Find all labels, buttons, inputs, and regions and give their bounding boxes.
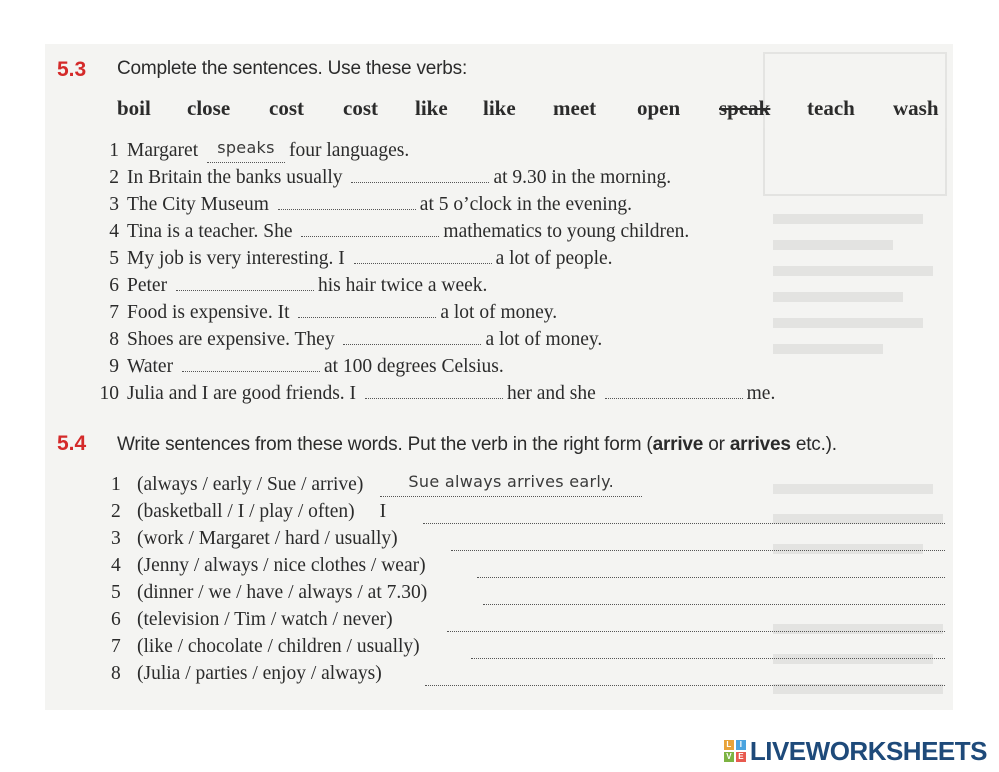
item-text: his hair twice a week. (317, 275, 488, 296)
worksheet-page (45, 44, 953, 710)
item-prompt: (Jenny / always / nice clothes / wear) (137, 555, 426, 576)
handwritten-answer: speaks (217, 138, 275, 157)
verb-speak-crossed: speak (719, 96, 771, 120)
item-text: In Britain the banks usually (127, 167, 343, 188)
item-text: Peter (127, 275, 168, 296)
verb-wash: wash (893, 96, 939, 120)
item-number: 8 (111, 663, 121, 684)
item-text: The City Museum (127, 194, 269, 215)
item-number: 3 (111, 528, 121, 549)
item-text: a lot of people. (495, 248, 613, 269)
item-prompt: (always / early / Sue / arrive) (137, 474, 364, 495)
item-text: a lot of money. (440, 302, 558, 323)
ex53-item-6 (95, 275, 487, 297)
title-text: etc.). (790, 434, 837, 455)
ex54-item-3 (111, 528, 398, 550)
ex53-item-8 (95, 329, 602, 351)
item-text: four languages. (288, 140, 410, 161)
title-text: or (703, 434, 730, 455)
answer-blank[interactable] (605, 397, 743, 399)
item-number: 3 (109, 194, 119, 215)
item-text: her and she (506, 383, 596, 404)
item-number: 7 (109, 302, 119, 323)
item-text: Food is expensive. It (127, 302, 290, 323)
exercise-title-5-4 (117, 434, 837, 456)
logo-mark-letter: L (724, 740, 734, 750)
exercise-title-5-3: Complete the sentences. Use these verbs: (117, 58, 468, 79)
item-text: at 100 degrees Celsius. (323, 356, 504, 377)
exercise-number-5-3: 5.3 (57, 58, 87, 81)
liveworksheets-logo (724, 735, 987, 766)
item-number: 9 (109, 356, 119, 377)
ex53-item-1 (95, 140, 409, 163)
answer-blank[interactable] (301, 235, 439, 237)
exercise-number-5-4: 5.4 (57, 432, 87, 455)
answer-blank[interactable] (343, 343, 481, 345)
title-bold-word: arrives (729, 434, 791, 455)
item-number: 1 (109, 140, 119, 161)
verb-like: like (415, 96, 448, 120)
ex54-item-5 (111, 582, 427, 604)
item-prompt: (Julia / parties / enjoy / always) (137, 663, 382, 684)
item-number: 4 (111, 555, 121, 576)
verb-boil: boil (117, 96, 151, 120)
answer-line-7[interactable] (471, 657, 945, 659)
ex54-item-2 (111, 501, 386, 523)
logo-text: LIVEWORKSHEETS (749, 735, 987, 766)
scan-ghost-artifact (753, 44, 953, 710)
answer-blank[interactable] (351, 181, 489, 183)
ex53-item-3 (95, 194, 632, 216)
item-number: 10 (99, 383, 119, 404)
item-prompt: (like / chocolate / children / usually) (137, 636, 420, 657)
liveworksheets-logo-icon (724, 740, 746, 762)
item-number: 6 (109, 275, 119, 296)
item-text: at 5 o’clock in the evening. (419, 194, 633, 215)
item-number: 8 (109, 329, 119, 350)
item-text: a lot of money. (485, 329, 603, 350)
item-prompt: (basketball / I / play / often) (137, 501, 355, 522)
verb-teach: teach (807, 96, 855, 120)
item-number: 5 (109, 248, 119, 269)
answer-blank[interactable] (365, 397, 503, 399)
item-number: 4 (109, 221, 119, 242)
item-number: 1 (111, 474, 121, 495)
answer-line-4[interactable] (477, 576, 945, 578)
logo-mark-letter: E (736, 752, 746, 762)
answer-line-6[interactable] (447, 630, 945, 632)
logo-mark-letter: I (736, 740, 746, 750)
ex54-item-6 (111, 609, 393, 631)
answer-line-2[interactable] (423, 522, 945, 524)
item-number: 2 (111, 501, 121, 522)
verb-bank (117, 96, 947, 126)
item-number: 6 (111, 609, 121, 630)
ex54-item-8 (111, 663, 382, 685)
item-text: mathematics to young children. (443, 221, 690, 242)
verb-meet: meet (553, 96, 597, 120)
item-prompt: (television / Tim / watch / never) (137, 609, 393, 630)
item-prompt: (work / Margaret / hard / usually) (137, 528, 398, 549)
answer-blank[interactable] (182, 370, 320, 372)
answer-blank[interactable] (176, 289, 314, 291)
item-number: 7 (111, 636, 121, 657)
item-lead-text: I (379, 501, 387, 522)
item-prompt: (dinner / we / have / always / at 7.30) (137, 582, 428, 603)
verb-cost: cost (343, 96, 378, 120)
item-text: My job is very interesting. I (127, 248, 345, 269)
title-bold-word: arrive (652, 434, 704, 455)
logo-mark-letter: V (724, 752, 734, 762)
answer-blank[interactable] (354, 262, 492, 264)
answer-line-5[interactable] (483, 603, 945, 605)
answer-blank[interactable] (298, 316, 436, 318)
verb-open: open (637, 96, 681, 120)
ex53-item-9 (95, 356, 504, 378)
item-number: 5 (111, 582, 121, 603)
answer-line-8[interactable] (425, 684, 945, 686)
ex53-item-2 (95, 167, 671, 189)
item-number: 2 (109, 167, 119, 188)
ex53-item-7 (95, 302, 557, 324)
item-text: Water (127, 356, 174, 377)
ex53-item-10 (95, 383, 775, 405)
verb-cost: cost (269, 96, 304, 120)
ex53-item-4 (95, 221, 689, 243)
answer-line-3[interactable] (451, 549, 945, 551)
answer-blank[interactable] (380, 474, 642, 497)
verb-close: close (187, 96, 231, 120)
ex54-item-7 (111, 636, 420, 658)
item-text: Shoes are expensive. They (127, 329, 335, 350)
ex54-item-4 (111, 555, 426, 577)
handwritten-answer: Sue always arrives early. (408, 472, 614, 491)
answer-blank[interactable] (278, 208, 416, 210)
verb-like: like (483, 96, 516, 120)
ex54-item-1 (111, 474, 646, 497)
ex53-item-5 (95, 248, 613, 270)
item-text: Tina is a teacher. She (127, 221, 293, 242)
answer-blank[interactable] (207, 140, 285, 163)
item-text: Julia and I are good friends. I (127, 383, 357, 404)
item-text: at 9.30 in the morning. (493, 167, 672, 188)
title-text: Write sentences from these words. Put the verb in the right form ( (117, 434, 653, 455)
item-text: Margaret (127, 140, 199, 161)
item-text: me. (746, 383, 776, 404)
